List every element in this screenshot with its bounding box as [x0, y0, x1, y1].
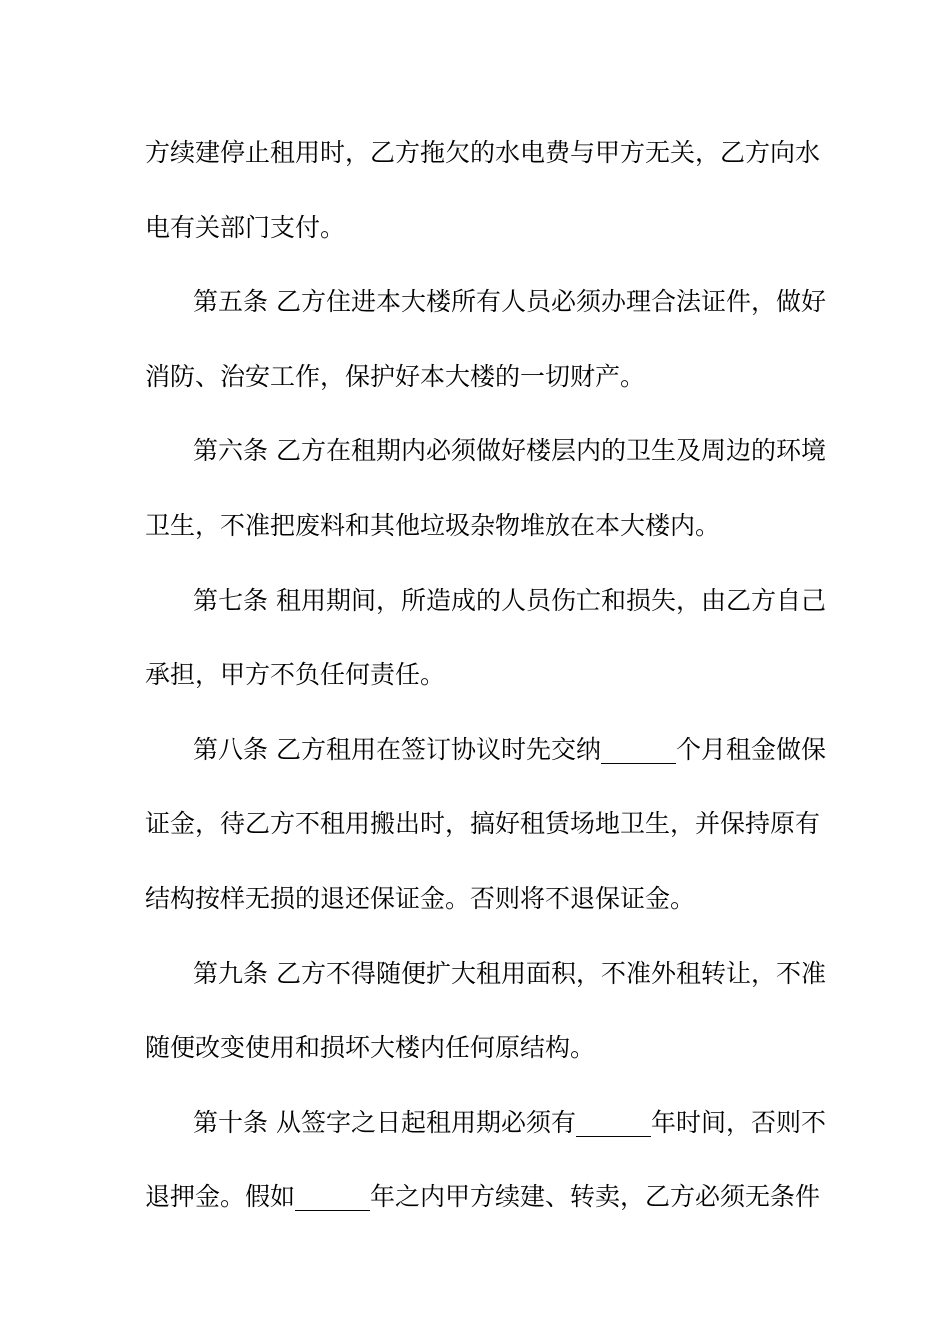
text-line: 第五条 乙方住进本大楼所有人员必须办理合法证件，做好 — [193, 287, 826, 317]
text-line: 方续建停止租用时，乙方拖欠的水电费与甲方无关，乙方向水 — [145, 138, 821, 167]
text-line: 第七条 租用期间，所造成的人员伤亡和损失，由乙方自己 — [193, 585, 826, 615]
text-line: 退押金。假如______年之内甲方续建、转卖，乙方必须无条件 — [145, 1182, 821, 1212]
contract-body — [145, 127, 826, 1246]
text-line: 结构按样无损的退还保证金。否则将不退保证金。 — [145, 883, 696, 913]
text-line: 消防、治安工作，保护好本大楼的一切财产。 — [145, 361, 646, 391]
text-line: 承担，甲方不负任何责任。 — [145, 660, 446, 690]
text-line: 证金，待乙方不租用搬出时，搞好租赁场地卫生，并保持原有 — [145, 809, 821, 839]
text-line: 随便改变使用和损坏大楼内任何原结构。 — [145, 1033, 596, 1063]
text-line: 第八条 乙方租用在签订协议时先交纳______个月租金做保 — [193, 734, 826, 764]
text-line: 第十条 从签字之日起租用期必须有______年时间，否则不 — [193, 1107, 826, 1137]
text-line: 第九条 乙方不得随便扩大租用面积，不准外租转让，不准 — [193, 958, 826, 988]
text-line: 第六条 乙方在租期内必须做好楼层内的卫生及周边的环境 — [193, 436, 826, 466]
text-line: 卫生，不准把废料和其他垃圾杂物堆放在本大楼内。 — [145, 510, 721, 540]
text-line: 电有关部门支付。 — [145, 212, 346, 242]
